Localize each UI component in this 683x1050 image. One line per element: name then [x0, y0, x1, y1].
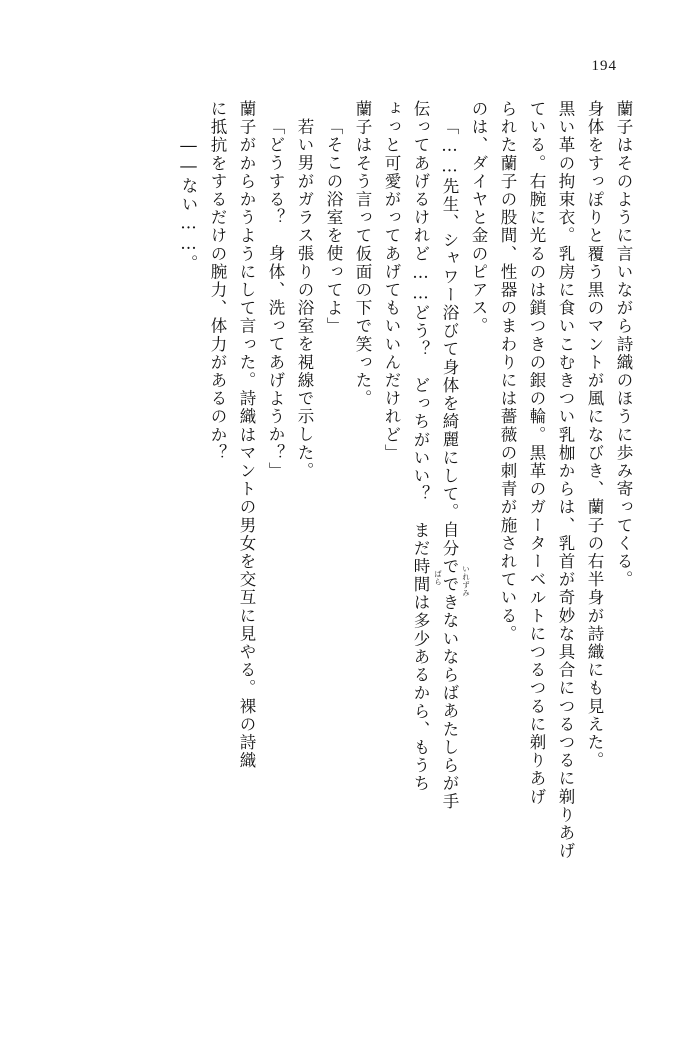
ruby-annotation: ばら [433, 570, 443, 586]
text-line: られた蘭子の股間、性器のまわりには薔薇の刺青が施されている。 [498, 100, 517, 643]
text-line: 蘭子はそのように言いながら詩織のほうに歩み寄ってくる。 [614, 100, 633, 589]
text-line: 若い男がガラス張りの浴室を視線で示した。 [295, 118, 314, 480]
text-line: ょっと可愛がってあげてもいいんだけれど」 [382, 100, 401, 462]
vertical-text-block [52, 100, 631, 960]
text-line: 蘭子がからかうようにして言った。詩織はマントの男女を交互に見やる。裸の詩織 [237, 100, 256, 770]
page-number: 194 [591, 58, 617, 74]
text-line: 「そこの浴室を使ってよ」 [324, 118, 343, 336]
text-line: のは、ダイヤと金のピアス。 [469, 100, 488, 336]
text-line: 黒い革の拘束衣。乳房に食いこむきつい乳枷からは、乳首が奇妙な具合につるつるに剃りあげ [556, 100, 575, 861]
text-line: に抵抗をするだけの腕力、体力があるのか？ [208, 100, 227, 462]
text-line: 身体をすっぽりと覆う黒のマントが風になびき、蘭子の右半身が詩織にも見えた。 [585, 100, 604, 770]
text-line: 「……先生、シャワー浴びて身体を綺麗にして。自分でできないならばあたしらが手 [440, 118, 459, 811]
ruby-annotation: いれずみ [461, 565, 471, 597]
text-line: ている。右腕に光るのは鎖つきの銀の輪。黒革のガーターベルトにつるつるに剃りあげ [527, 100, 546, 806]
text-line: 「どうする？ 身体、洗ってあげようか？」 [266, 118, 285, 480]
text-line: 蘭子はそう言って仮面の下で笑った。 [353, 100, 372, 408]
text-line: ――ない……。 [179, 136, 198, 273]
text-line: 伝ってあげるけれど……どう？ どっちがいい？ まだ時間は多少あるから、もうち [411, 100, 430, 793]
